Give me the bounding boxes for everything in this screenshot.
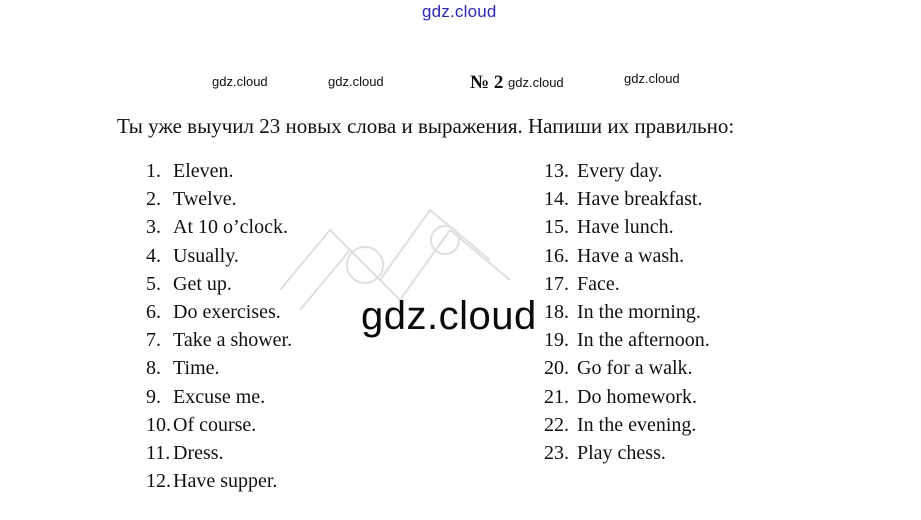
item-number: 10.	[146, 413, 171, 436]
word-list-item	[146, 326, 292, 354]
item-number: 12.	[146, 470, 171, 493]
item-text: In the morning.	[577, 300, 701, 323]
task-instruction: Ты уже выучил 23 новых слова и выражения. Напиши их правильно:	[117, 114, 735, 138]
word-list-item	[544, 242, 710, 270]
watermark-header-2: gdz.cloud	[328, 74, 384, 89]
item-number: 22.	[544, 413, 569, 436]
item-number: 9.	[146, 385, 161, 408]
word-list-item	[544, 326, 710, 354]
word-list-item	[544, 157, 710, 185]
item-text: Usually.	[173, 244, 239, 267]
item-number: 19.	[544, 329, 569, 352]
word-list-item	[146, 439, 292, 467]
word-list-item	[544, 383, 710, 411]
item-number: 4.	[146, 244, 161, 267]
item-number: 16.	[544, 244, 569, 267]
word-list-item	[544, 354, 710, 382]
item-text: Have a wash.	[577, 244, 685, 267]
word-list-item	[146, 411, 292, 439]
item-text: In the afternoon.	[577, 329, 710, 352]
item-text: Do homework.	[577, 385, 697, 408]
word-list-item	[544, 185, 710, 213]
item-text: Twelve.	[173, 188, 237, 211]
item-text: Of course.	[173, 413, 257, 436]
item-number: 8.	[146, 357, 161, 380]
item-number: 3.	[146, 216, 161, 239]
item-number: 5.	[146, 272, 161, 295]
item-number: 15.	[544, 216, 569, 239]
item-number: 7.	[146, 329, 161, 352]
watermark-header-4: gdz.cloud	[624, 71, 680, 86]
item-text: Get up.	[173, 272, 232, 295]
item-text: Do exercises.	[173, 300, 281, 323]
item-text: Every day.	[577, 160, 663, 182]
item-number: 6.	[146, 300, 161, 323]
item-text: Play chess.	[577, 441, 666, 464]
item-text: Face.	[577, 272, 620, 295]
watermark-header-3: gdz.cloud	[508, 75, 564, 90]
word-list-item	[146, 467, 292, 495]
task-number: № 2	[470, 72, 504, 93]
item-number: 20.	[544, 357, 569, 380]
item-number: 14.	[544, 188, 569, 211]
item-text: Take a shower.	[173, 329, 293, 352]
item-number: 21.	[544, 385, 569, 408]
watermark-center: gdz.cloud	[361, 294, 537, 338]
word-list-item	[146, 354, 292, 382]
item-text: Have breakfast.	[577, 188, 703, 211]
item-number: 2.	[146, 188, 161, 211]
item-number: 11.	[146, 441, 171, 464]
word-list-item	[544, 213, 710, 241]
word-list-item	[146, 383, 292, 411]
item-number: 18.	[544, 300, 569, 323]
item-number: 1.	[146, 160, 161, 182]
watermark-top: gdz.cloud	[422, 2, 497, 21]
word-list-right	[544, 157, 710, 467]
item-text: Go for a walk.	[577, 357, 693, 380]
item-text: At 10 o’clock.	[173, 216, 288, 239]
word-list-item	[544, 298, 710, 326]
word-list-item	[544, 270, 710, 298]
item-text: Have lunch.	[577, 216, 674, 239]
item-number: 23.	[544, 441, 569, 464]
item-text: Excuse me.	[173, 385, 266, 408]
word-list-item	[544, 411, 710, 439]
item-text: Have supper.	[173, 470, 278, 493]
item-text: Time.	[173, 357, 220, 380]
word-list-item	[544, 439, 710, 467]
item-text: Dress.	[173, 441, 224, 464]
item-text: In the evening.	[577, 413, 697, 436]
item-number: 13.	[544, 160, 569, 182]
watermark-header-1: gdz.cloud	[212, 74, 268, 89]
item-text: Eleven.	[173, 160, 234, 182]
item-number: 17.	[544, 272, 569, 295]
